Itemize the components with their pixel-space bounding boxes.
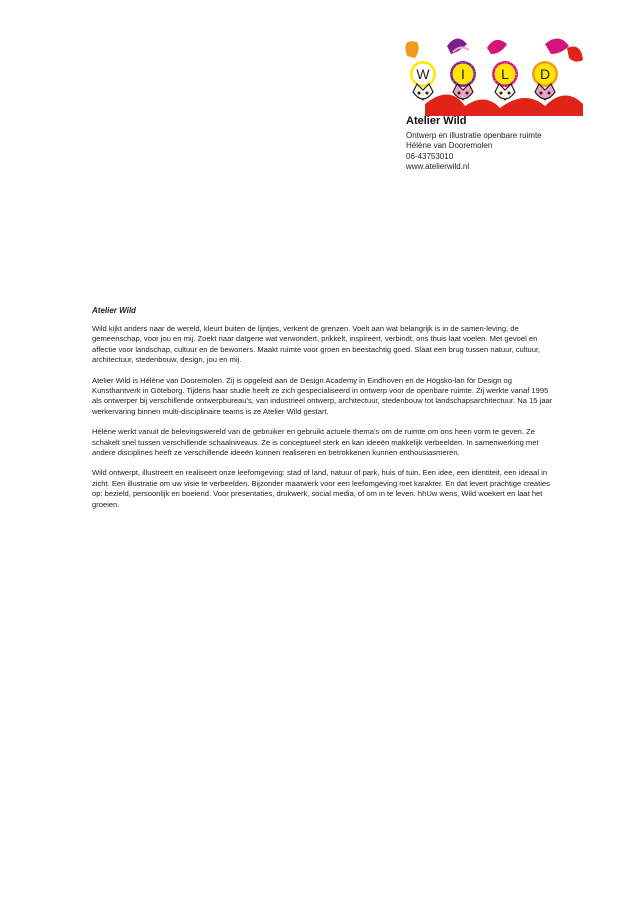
- logo-letter-d: [532, 61, 558, 87]
- svg-text:I: I: [461, 66, 465, 82]
- paragraph-about: Atelier Wild is Hélène van Dooremolen. Zij is opgeleid aan de Design Academy in Eindhoven en de Högsko-lan för Design og Kunsthantverk in Göteborg. Tijdens haar studie heeft ze zich gespecialiseerd in ontwerp voor de openbare ruimte. Zij werkte vanaf 1995 als ontwerper bij verschillende ontwerpbureau's, van industrieel ontwerp, architectuur, stedenbouw tot landschapsarchitectuur. Na 15 jaar werkervaring binnen multi-disciplinaire teams is ze Atelier Wild gestart.: [92, 375, 553, 416]
- logo-letter-i: [450, 61, 476, 87]
- paragraph-approach: Hélène werkt vanuit de belevingswereld van de gebruiker en gebruikt actuele thema's om de ruimte om ons heen vorm te geven. Ze schakelt snel tussen verschillende schaalniveaus. Ze is conceptueel sterk en kan ideeën makkelijk verbeelden. In samenwerking met andere disciplines heeft ze verschillende ideeën kunnen realiseren en betrokkenen kunnen enthousiasmeren.: [92, 427, 539, 458]
- paragraph-intro: Wild kijkt anders naar de wereld, kleurt buiten de lijntjes, verkent de grenzen. Voelt aan wat belangrijk is in de samen-leving, de gemeenschap, voor jou en mij. Zoekt naar datgene wat verwondert, prikkelt, inspireert, verbindt, ons thuis laat voelen. Met gevoel en affectie voor landschap, cultuur en de bewoners. Maakt ruimte voor groen en beestachtig goed. Slaat een brug tussen natuur, cultuur, architectuur, stedenbouw, design, jou en mij.: [92, 324, 541, 365]
- document-heading: Atelier Wild: [92, 306, 136, 315]
- atelier-wild-logo: [395, 34, 585, 116]
- svg-text:L: L: [501, 66, 509, 82]
- paragraph-services: Wild ontwerpt, illustreert en realiseert onze leefomgeving: stad of land, natuur of park, huis of tuin. Een idee, een identiteit, een ideaal in zicht. Een illustratie om uw visie te verbeelden. Bijzonder maatwerk voor een leefomgeving met karakter. En dat levert prachtige creaties op: bezield, persoonlijk en boeiend. Voor presentaties, drukwerk, social media, of om in te leven. hhUw wens, Wild woekert en laat het groeien.: [92, 468, 550, 509]
- letterhead: [406, 115, 606, 173]
- logo-letter-w: [410, 61, 436, 87]
- document-body: [92, 306, 554, 520]
- website-url: www.atelierwild.nl: [406, 162, 470, 172]
- logo-letter-l: [492, 61, 518, 87]
- company-tagline: Ontwerp en illustratie openbare ruimte: [406, 131, 542, 140]
- svg-text:D: D: [539, 66, 551, 82]
- svg-text:W: W: [416, 66, 430, 82]
- contact-person: Hélène van Dooremolen: [406, 141, 493, 151]
- company-name: Atelier Wild: [406, 115, 467, 127]
- phone-number: 06-43753010: [406, 151, 454, 161]
